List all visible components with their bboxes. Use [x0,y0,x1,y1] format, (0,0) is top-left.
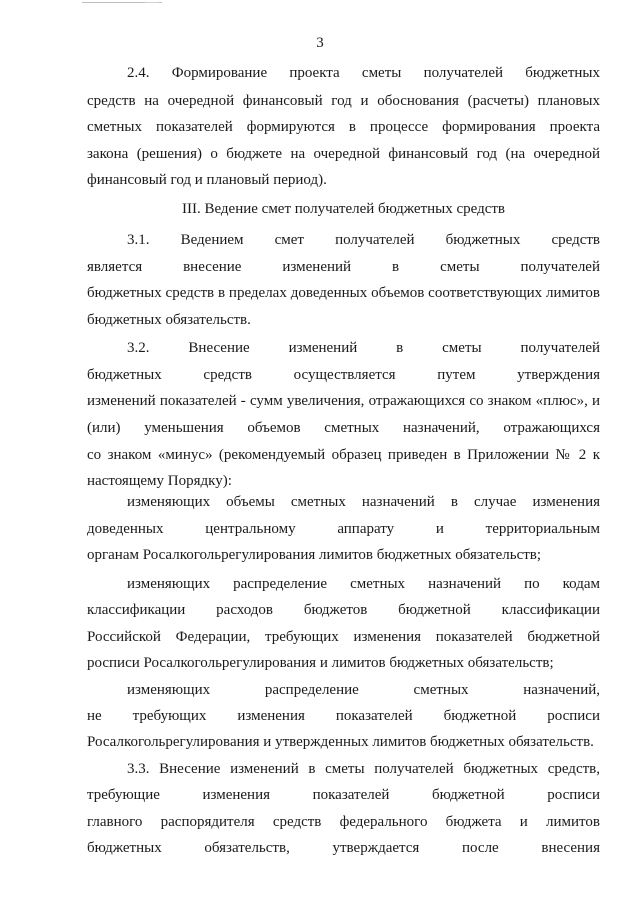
text-line: является внесение изменений в сметы получателей [87,259,600,275]
text-line: со знаком «минус» (рекомендуемый образец приведен в Приложении № 2 к [87,447,600,463]
text-line: бюджетных средств в пределах доведенных объемов соответствующих лимитов [87,285,600,301]
text-line: сметных показателей формируются в процессе формирования проекта [87,119,600,135]
text-line: настоящему Порядку): [87,473,232,489]
page-number: 3 [316,35,324,51]
text-line: изменяющих распределение сметных назначений по кодам [127,576,600,592]
text-line: изменяющих распределение сметных назначений, [127,682,600,698]
text-line: требующие изменения показателей бюджетной росписи [87,787,600,803]
text-line: закона (решения) о бюджете на очередной финансовый год (на очередной [87,146,600,162]
text-line: 3.2. Внесение изменений в сметы получателей [127,340,600,356]
text-line: бюджетных обязательств, утверждается после внесения [87,840,600,856]
text-line: не требующих изменения показателей бюджетной росписи [87,708,600,724]
text-line: Росалкогольрегулирования и утвержденных лимитов бюджетных обязательств. [87,734,594,750]
text-line: 2.4. Формирование проекта сметы получателей бюджетных [127,65,600,81]
text-line: изменений показателей - сумм увеличения, отражающихся со знаком «плюс», и [87,393,600,409]
text-line: 3.3. Внесение изменений в сметы получателей бюджетных средств, [127,761,600,777]
text-line: III. Ведение смет получателей бюджетных средств [181,201,506,217]
text-line: органам Росалкогольрегулирования лимитов бюджетных обязательств; [87,547,542,563]
text-line: (или) уменьшения объемов сметных назначений, отражающихся [87,420,600,436]
text-line: Российской Федерации, требующих изменения показателей бюджетной [87,629,600,645]
text-line: 3.1. Ведением смет получателей бюджетных средств [127,232,600,248]
text-line: главного распорядителя средств федерального бюджета и лимитов [87,814,600,830]
text-line: изменяющих объемы сметных назначений в случае изменения [127,494,600,510]
text-line: доведенных центральному аппарату и территориальным [87,521,600,537]
text-line: бюджетных средств осуществляется путем утверждения [87,367,600,383]
text-line: классификации расходов бюджетов бюджетной классификации [87,602,600,618]
text-line: росписи Росалкогольрегулирования и лимитов бюджетных обязательств; [87,655,554,671]
scan-edge-mark [145,2,159,3]
text-line: бюджетных обязательств. [87,312,251,328]
text-line: финансовый год и плановый период). [87,172,327,188]
text-line: средств на очередной финансовый год и обоснования (расчеты) плановых [87,93,600,109]
